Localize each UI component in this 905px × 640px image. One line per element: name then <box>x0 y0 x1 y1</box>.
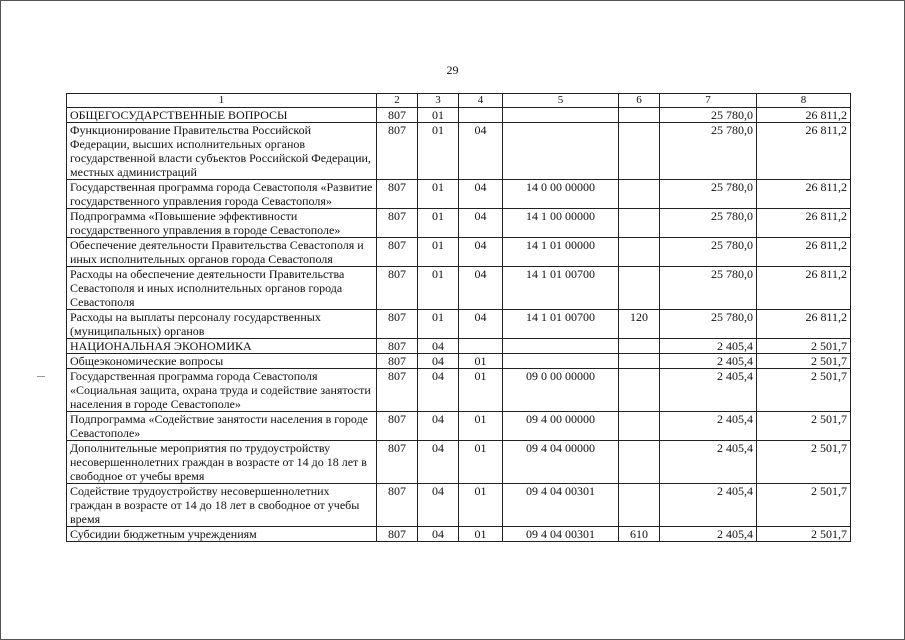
subsection-cell: 04 <box>459 209 503 238</box>
section-cell: 04 <box>418 527 459 542</box>
subsection-cell: 04 <box>459 310 503 339</box>
expense-type-cell <box>619 412 660 441</box>
expense-type-cell <box>619 108 660 123</box>
amount-year2-cell: 2 501,7 <box>757 441 851 484</box>
target-article-cell <box>503 123 619 180</box>
expense-type-cell: 120 <box>619 310 660 339</box>
amount-year1-cell: 2 405,4 <box>660 369 757 412</box>
grbs-cell: 807 <box>377 310 418 339</box>
target-article-cell: 14 1 00 00000 <box>503 209 619 238</box>
amount-year1-cell: 25 780,0 <box>660 123 757 180</box>
grbs-cell: 807 <box>377 527 418 542</box>
subsection-cell: 01 <box>459 369 503 412</box>
table-body <box>67 94 851 542</box>
column-number: 8 <box>757 94 851 108</box>
target-article-cell <box>503 354 619 369</box>
amount-year1-cell: 2 405,4 <box>660 484 757 527</box>
column-number: 5 <box>503 94 619 108</box>
grbs-cell: 807 <box>377 108 418 123</box>
subsection-cell: 04 <box>459 267 503 310</box>
section-cell: 04 <box>418 441 459 484</box>
table-row <box>67 339 851 354</box>
section-cell: 04 <box>418 339 459 354</box>
subsection-cell: 01 <box>459 527 503 542</box>
row-name-cell: Субсидии бюджетным учреждениям <box>67 527 377 542</box>
budget-table <box>66 93 851 542</box>
amount-year1-cell: 2 405,4 <box>660 441 757 484</box>
target-article-cell: 09 4 04 00301 <box>503 527 619 542</box>
amount-year2-cell: 2 501,7 <box>757 354 851 369</box>
expense-type-cell <box>619 441 660 484</box>
table-row <box>67 180 851 209</box>
section-cell: 01 <box>418 180 459 209</box>
section-cell: 01 <box>418 238 459 267</box>
row-name-cell: Государственная программа города Севастополя «Социальная защита, охрана труда и содействие занятости населения в городе Севастополе» <box>67 369 377 412</box>
table-row <box>67 441 851 484</box>
amount-year1-cell: 25 780,0 <box>660 238 757 267</box>
subsection-cell: 04 <box>459 238 503 267</box>
scan-mark <box>37 376 45 377</box>
expense-type-cell <box>619 339 660 354</box>
row-name-cell: Государственная программа города Севастополя «Развитие государственного управления города Севастополя» <box>67 180 377 209</box>
target-article-cell: 14 1 01 00700 <box>503 267 619 310</box>
amount-year1-cell: 2 405,4 <box>660 354 757 369</box>
section-cell: 04 <box>418 412 459 441</box>
row-name-cell: Функционирование Правительства Российской Федерации, высших исполнительных органов государственной власти субъектов Российской Федерации, местных администраций <box>67 123 377 180</box>
expense-type-cell <box>619 484 660 527</box>
grbs-cell: 807 <box>377 441 418 484</box>
row-name-cell: Расходы на обеспечение деятельности Правительства Севастополя и иных исполнительных органов города Севастополя <box>67 267 377 310</box>
column-number: 3 <box>418 94 459 108</box>
target-article-cell: 14 1 01 00000 <box>503 238 619 267</box>
amount-year2-cell: 26 811,2 <box>757 209 851 238</box>
row-name-cell: Общеэкономические вопросы <box>67 354 377 369</box>
column-number: 2 <box>377 94 418 108</box>
target-article-cell: 14 1 01 00700 <box>503 310 619 339</box>
column-number-row <box>67 94 851 108</box>
expense-type-cell <box>619 123 660 180</box>
table-row <box>67 238 851 267</box>
amount-year2-cell: 2 501,7 <box>757 484 851 527</box>
section-cell: 01 <box>418 267 459 310</box>
amount-year1-cell: 25 780,0 <box>660 209 757 238</box>
grbs-cell: 807 <box>377 339 418 354</box>
column-number: 4 <box>459 94 503 108</box>
amount-year2-cell: 26 811,2 <box>757 238 851 267</box>
subsection-cell: 04 <box>459 123 503 180</box>
section-cell: 04 <box>418 484 459 527</box>
amount-year2-cell: 26 811,2 <box>757 180 851 209</box>
table-row <box>67 412 851 441</box>
column-number: 6 <box>619 94 660 108</box>
target-article-cell: 09 4 00 00000 <box>503 412 619 441</box>
target-article-cell <box>503 339 619 354</box>
amount-year2-cell: 26 811,2 <box>757 108 851 123</box>
table-row <box>67 484 851 527</box>
row-name-cell: Содействие трудоустройству несовершеннолетних граждан в возрасте от 14 до 18 лет в свободное от учебы время <box>67 484 377 527</box>
table-row <box>67 108 851 123</box>
amount-year2-cell: 26 811,2 <box>757 123 851 180</box>
section-cell: 04 <box>418 354 459 369</box>
grbs-cell: 807 <box>377 123 418 180</box>
table-row <box>67 123 851 180</box>
table-row <box>67 369 851 412</box>
grbs-cell: 807 <box>377 484 418 527</box>
amount-year1-cell: 2 405,4 <box>660 412 757 441</box>
amount-year1-cell: 2 405,4 <box>660 527 757 542</box>
section-cell: 01 <box>418 310 459 339</box>
subsection-cell: 01 <box>459 412 503 441</box>
row-name-cell: Дополнительные мероприятия по трудоустройству несовершеннолетних граждан в возрасте от 14 до 18 лет в свободное от учебы время <box>67 441 377 484</box>
row-name-cell: НАЦИОНАЛЬНАЯ ЭКОНОМИКА <box>67 339 377 354</box>
target-article-cell <box>503 108 619 123</box>
amount-year1-cell: 2 405,4 <box>660 339 757 354</box>
row-name-cell: Подпрограмма «Повышение эффективности государственного управления в городе Севастополе» <box>67 209 377 238</box>
amount-year2-cell: 2 501,7 <box>757 527 851 542</box>
expense-type-cell <box>619 369 660 412</box>
subsection-cell: 01 <box>459 441 503 484</box>
section-cell: 01 <box>418 108 459 123</box>
subsection-cell: 01 <box>459 354 503 369</box>
amount-year1-cell: 25 780,0 <box>660 310 757 339</box>
expense-type-cell <box>619 354 660 369</box>
subsection-cell <box>459 339 503 354</box>
amount-year1-cell: 25 780,0 <box>660 108 757 123</box>
grbs-cell: 807 <box>377 180 418 209</box>
subsection-cell: 04 <box>459 180 503 209</box>
target-article-cell: 09 4 04 00301 <box>503 484 619 527</box>
amount-year2-cell: 26 811,2 <box>757 267 851 310</box>
table-row <box>67 310 851 339</box>
target-article-cell: 09 0 00 00000 <box>503 369 619 412</box>
section-cell: 04 <box>418 369 459 412</box>
grbs-cell: 807 <box>377 369 418 412</box>
amount-year2-cell: 2 501,7 <box>757 412 851 441</box>
page-number: 29 <box>446 63 459 77</box>
row-name-cell: Подпрограмма «Содействие занятости населения в городе Севастополе» <box>67 412 377 441</box>
target-article-cell: 14 0 00 00000 <box>503 180 619 209</box>
expense-type-cell <box>619 267 660 310</box>
column-number: 7 <box>660 94 757 108</box>
amount-year1-cell: 25 780,0 <box>660 180 757 209</box>
target-article-cell: 09 4 04 00000 <box>503 441 619 484</box>
row-name-cell: Расходы на выплаты персоналу государственных (муниципальных) органов <box>67 310 377 339</box>
grbs-cell: 807 <box>377 354 418 369</box>
grbs-cell: 807 <box>377 238 418 267</box>
amount-year2-cell: 26 811,2 <box>757 310 851 339</box>
table-row <box>67 527 851 542</box>
section-cell: 01 <box>418 209 459 238</box>
column-number: 1 <box>67 94 377 108</box>
subsection-cell: 01 <box>459 484 503 527</box>
table-row <box>67 267 851 310</box>
amount-year1-cell: 25 780,0 <box>660 267 757 310</box>
amount-year2-cell: 2 501,7 <box>757 369 851 412</box>
grbs-cell: 807 <box>377 412 418 441</box>
section-cell: 01 <box>418 123 459 180</box>
expense-type-cell <box>619 209 660 238</box>
amount-year2-cell: 2 501,7 <box>757 339 851 354</box>
subsection-cell <box>459 108 503 123</box>
row-name-cell: ОБЩЕГОСУДАРСТВЕННЫЕ ВОПРОСЫ <box>67 108 377 123</box>
expense-type-cell <box>619 238 660 267</box>
expense-type-cell <box>619 180 660 209</box>
grbs-cell: 807 <box>377 267 418 310</box>
expense-type-cell: 610 <box>619 527 660 542</box>
row-name-cell: Обеспечение деятельности Правительства Севастополя и иных исполнительных органов города Севастополя <box>67 238 377 267</box>
grbs-cell: 807 <box>377 209 418 238</box>
table-row <box>67 209 851 238</box>
table-row <box>67 354 851 369</box>
